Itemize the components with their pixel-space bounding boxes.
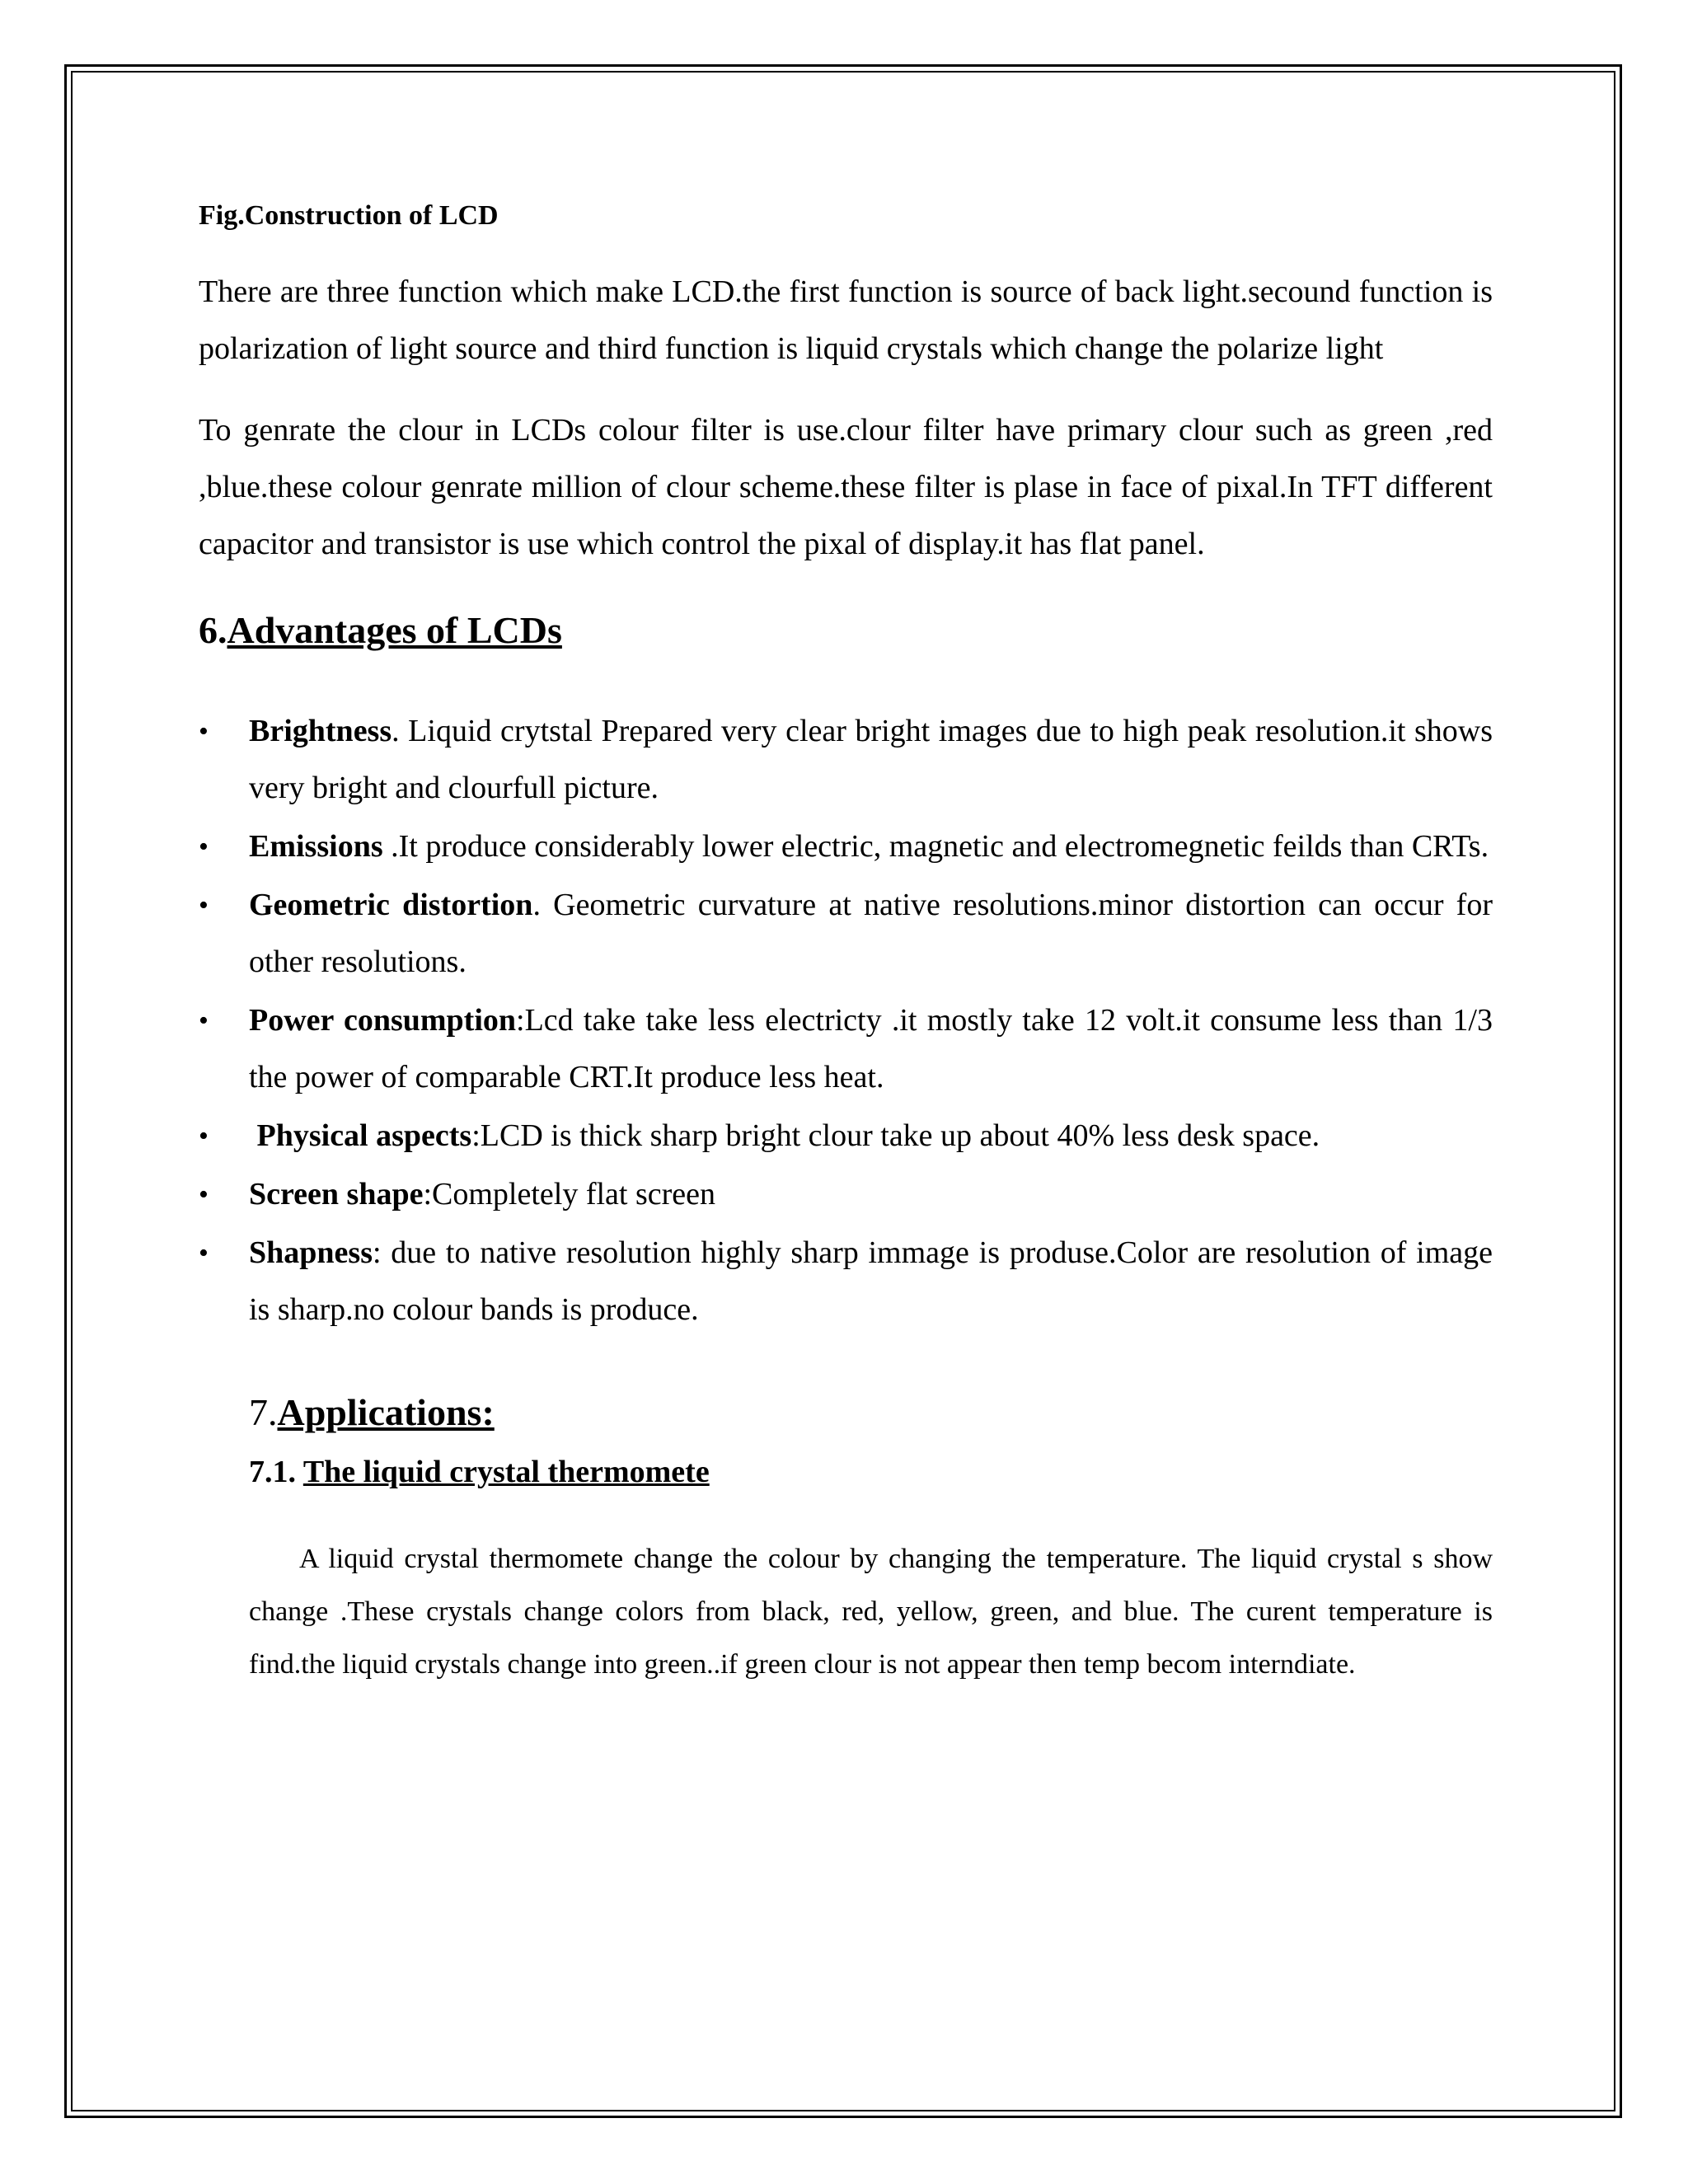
list-item: [199, 877, 1493, 991]
bullet-icon: •: [199, 832, 209, 862]
page-content: [199, 198, 1493, 1691]
bullet-icon: •: [199, 1238, 209, 1268]
list-item: [199, 1108, 1493, 1165]
section-number: 6.: [199, 609, 227, 651]
figure-caption: Fig.Construction of LCD: [199, 200, 499, 231]
advantage-term: Geometric distortion: [249, 888, 533, 922]
advantage-text: :Completely flat screen: [423, 1177, 716, 1212]
advantage-text: .It produce considerably lower electric, magnetic and electromegnetic feilds than CRTs.: [382, 829, 1489, 864]
section-heading-applications: [249, 1388, 1493, 1437]
advantage-text: :LCD is thick sharp bright clour take up about 40% less desk space.: [471, 1118, 1320, 1153]
list-item: [199, 992, 1493, 1106]
section-title: Applications:: [277, 1391, 495, 1433]
list-item: [199, 818, 1493, 875]
paragraph-thermometer: A liquid crystal thermomete change the colour by changing the temperature. The liquid crystal s show change .These crystals change colors from black, red, yellow, green, and blue. The curent temperature is find.the liquid crystals change into green..if green clour is not appear then temp becom interndiate.: [249, 1544, 1493, 1680]
bullet-icon: •: [199, 890, 209, 921]
advantage-term: Screen shape: [249, 1177, 424, 1212]
bullet-icon: •: [199, 1005, 209, 1036]
section-heading-advantages: [199, 606, 1493, 655]
subsection-number: 7.1.: [249, 1455, 303, 1489]
bullet-icon: •: [199, 1121, 209, 1151]
list-item: [199, 1225, 1493, 1338]
advantage-text: : due to native resolution highly sharp immage is produse.Color are resolution of image is sharp.no colour bands is produce.: [249, 1235, 1493, 1327]
subsection-title: The liquid crystal thermomete: [302, 1455, 710, 1489]
section-number: 7.: [249, 1391, 278, 1433]
bullet-icon: •: [199, 716, 209, 747]
section-title: Advantages of LCDs: [227, 609, 562, 651]
advantage-term: Physical aspects: [256, 1118, 472, 1153]
list-item: [199, 1166, 1493, 1223]
list-item: [199, 703, 1493, 817]
advantage-term: Power consumption: [249, 1003, 517, 1038]
advantage-text: . Geometric curvature at native resolutions.minor distortion can occur for other resolutions.: [249, 888, 1493, 979]
paragraph-colour-filter: To genrate the clour in LCDs colour filter is use.clour filter have primary clour such as green ,red ,blue.these colour genrate million of clour scheme.these filter is plase in face of pixal.In TFT different capacitor and transistor is use which control the pixal of display.it has flat panel.: [199, 413, 1493, 561]
advantage-text: :Lcd take take less electricty .it mostly take 12 volt.it consume less than 1/3 the power of comparable CRT.It produce less heat.: [249, 1003, 1493, 1094]
paragraph-lcd-functions: There are three function which make LCD.the first function is source of back light.secound function is polarization of light source and third function is liquid crystals which change the polarize light: [199, 274, 1493, 366]
advantage-term: Shapness: [249, 1235, 373, 1270]
applications-section: [249, 1388, 1493, 1691]
subsection-heading-thermometer: [249, 1449, 1493, 1495]
advantage-term: Emissions: [249, 829, 383, 864]
advantage-term: Brightness: [249, 714, 392, 748]
bullet-icon: •: [199, 1179, 209, 1210]
advantages-list: [199, 703, 1493, 1338]
advantage-text: . Liquid crytstal Prepared very clear bright images due to high peak resolution.it shows very bright and clourfull picture.: [249, 714, 1493, 805]
